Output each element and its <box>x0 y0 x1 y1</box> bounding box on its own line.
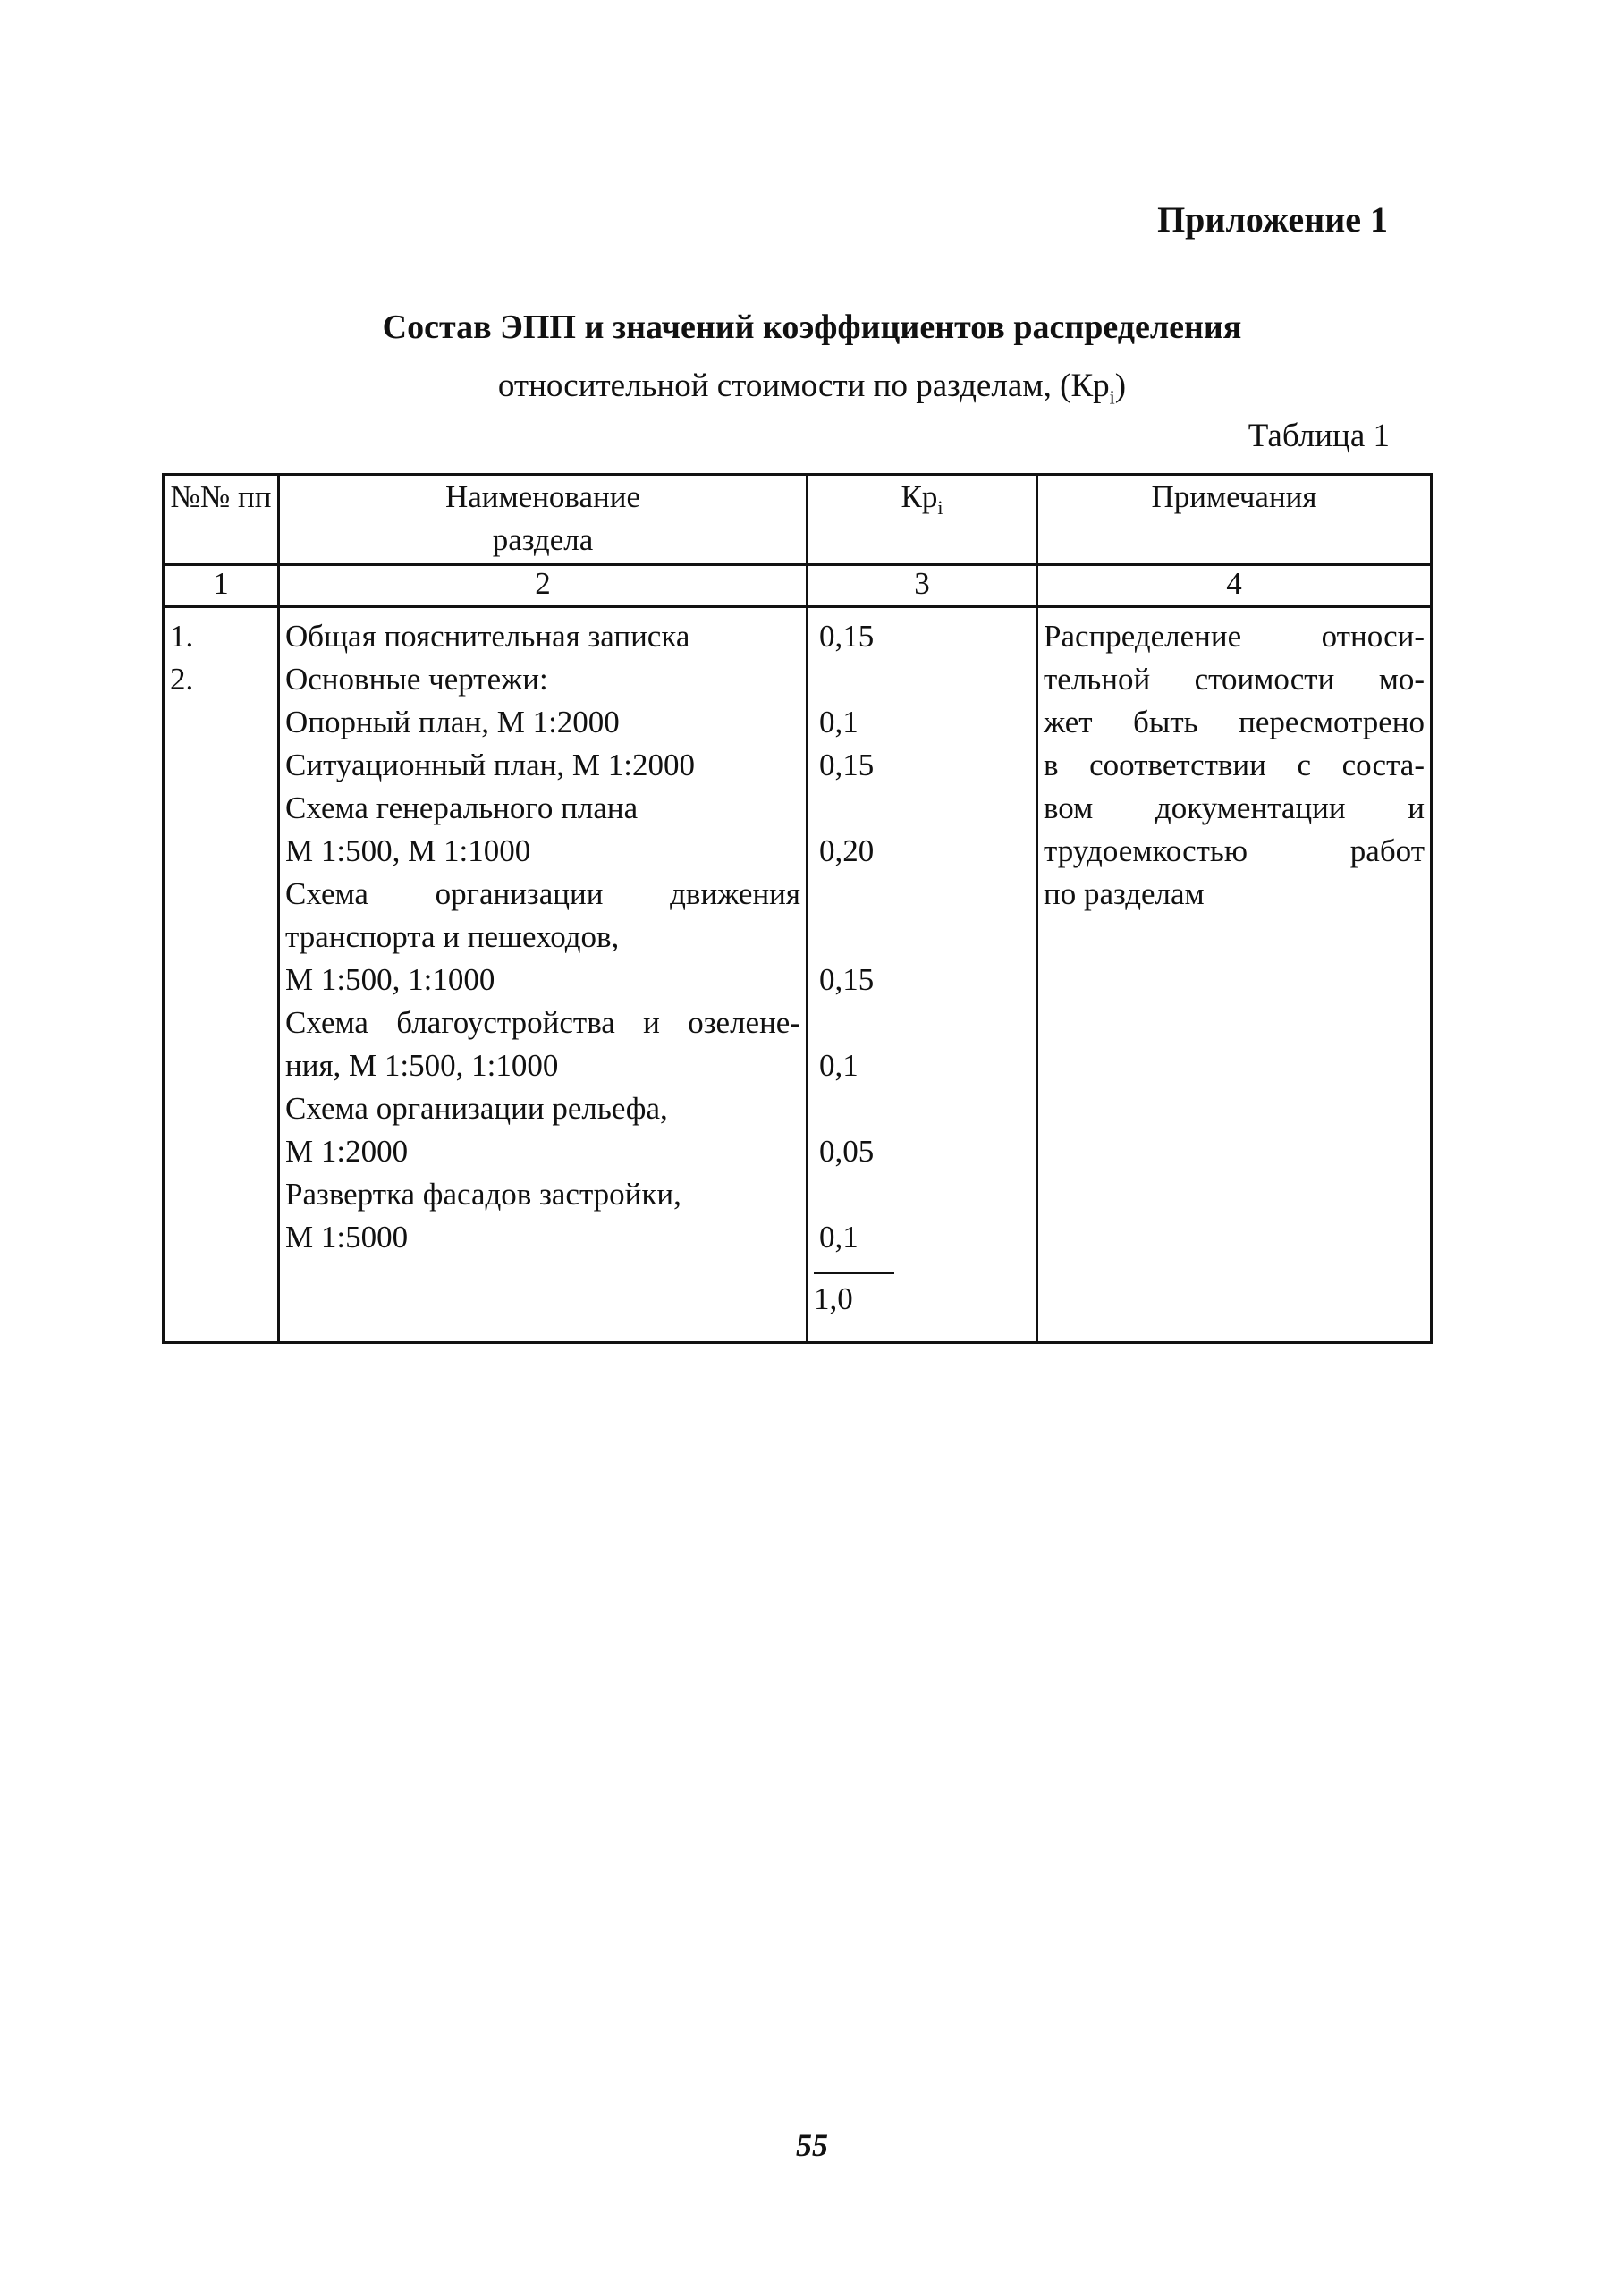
note-line: в соответствии с соста- <box>1044 748 1425 782</box>
k-value: 0,1 <box>819 705 859 739</box>
title-line2-end: ) <box>1114 368 1127 404</box>
k-value <box>814 1087 1030 1130</box>
section-name-line: Основные чертежи: <box>285 662 548 697</box>
title-line2-text: относительной стоимости по разделам, (Кр <box>497 368 1110 404</box>
col-number-4: 4 <box>1037 565 1432 607</box>
header-num: №№ пп <box>164 475 279 565</box>
note-line: тельной стоимости мо- <box>1044 662 1425 697</box>
section-name-line: Ситуационный план, М 1:2000 <box>285 748 695 782</box>
appendix-label: Приложение 1 <box>1157 199 1388 240</box>
section-name-line: Общая пояснительная записка <box>285 619 690 654</box>
page-number: 55 <box>796 2127 828 2163</box>
section-name-line: транспорта и пешеходов, <box>285 919 620 954</box>
table-label: Таблица 1 <box>1248 418 1390 454</box>
document-title-line1: Состав ЭПП и значений коэффициентов распределения <box>382 308 1242 346</box>
k-value <box>814 1173 1030 1216</box>
notes-cell <box>1037 607 1432 1343</box>
note-line: трудоемкостью работ <box>1044 833 1425 868</box>
k-value: 0,15 <box>819 748 875 782</box>
k-cell <box>808 607 1037 1343</box>
num-cell <box>164 607 279 1343</box>
document-title-line2 <box>0 367 1624 409</box>
section-name-line: М 1:500, 1:1000 <box>285 962 495 997</box>
k-value <box>814 873 1030 916</box>
section-name-line: ния, М 1:500, 1:1000 <box>285 1048 559 1083</box>
k-value <box>814 658 1030 701</box>
k-value <box>814 787 1030 830</box>
k-value: 0,1 <box>819 1048 859 1083</box>
title-subscript: i <box>1109 385 1115 409</box>
table-header-row <box>164 475 1432 565</box>
section-name-line: Схема организации рельефа, <box>285 1091 668 1126</box>
k-value <box>814 1001 1030 1044</box>
row-number: 1. <box>170 619 194 654</box>
col-number-1: 1 <box>164 565 279 607</box>
note-line: Распределение относи- <box>1044 619 1425 654</box>
k-value: 0,15 <box>819 619 875 654</box>
header-k: $Кр_i$ <box>808 475 1037 565</box>
row-number: 2. <box>170 662 194 697</box>
section-name-line: М 1:2000 <box>285 1134 409 1169</box>
section-name-line: Схема благоустройства и озелене- <box>285 1005 800 1040</box>
k-value: 0,20 <box>819 833 875 868</box>
note-line: жет быть пересмотрено <box>1044 705 1425 739</box>
header-name: Наименование раздела <box>279 475 808 565</box>
col-number-2: 2 <box>279 565 808 607</box>
col-number-3: 3 <box>808 565 1037 607</box>
section-name-line: Схема генерального плана <box>285 790 639 825</box>
note-line: вом документации и <box>1044 790 1425 825</box>
k-value <box>814 916 1030 959</box>
section-name-line: М 1:500, М 1:1000 <box>285 833 531 868</box>
header-notes: Примечания <box>1037 475 1432 565</box>
name-cell <box>279 607 808 1343</box>
data-table <box>162 473 1433 1344</box>
section-name-line: Развертка фасадов застройки, <box>285 1177 681 1212</box>
table-body-row <box>164 607 1432 1343</box>
section-name-line: М 1:5000 <box>285 1220 409 1255</box>
note-line: по разделам <box>1044 876 1205 911</box>
k-value: 0,15 <box>819 962 875 997</box>
section-name-line: Опорный план, М 1:2000 <box>285 705 620 739</box>
column-number-row <box>164 565 1432 607</box>
section-name-line: Схема организации движения <box>285 876 800 911</box>
k-total: 1,0 <box>814 1272 894 1321</box>
k-value: 0,1 <box>819 1220 859 1255</box>
k-value: 0,05 <box>819 1134 875 1169</box>
